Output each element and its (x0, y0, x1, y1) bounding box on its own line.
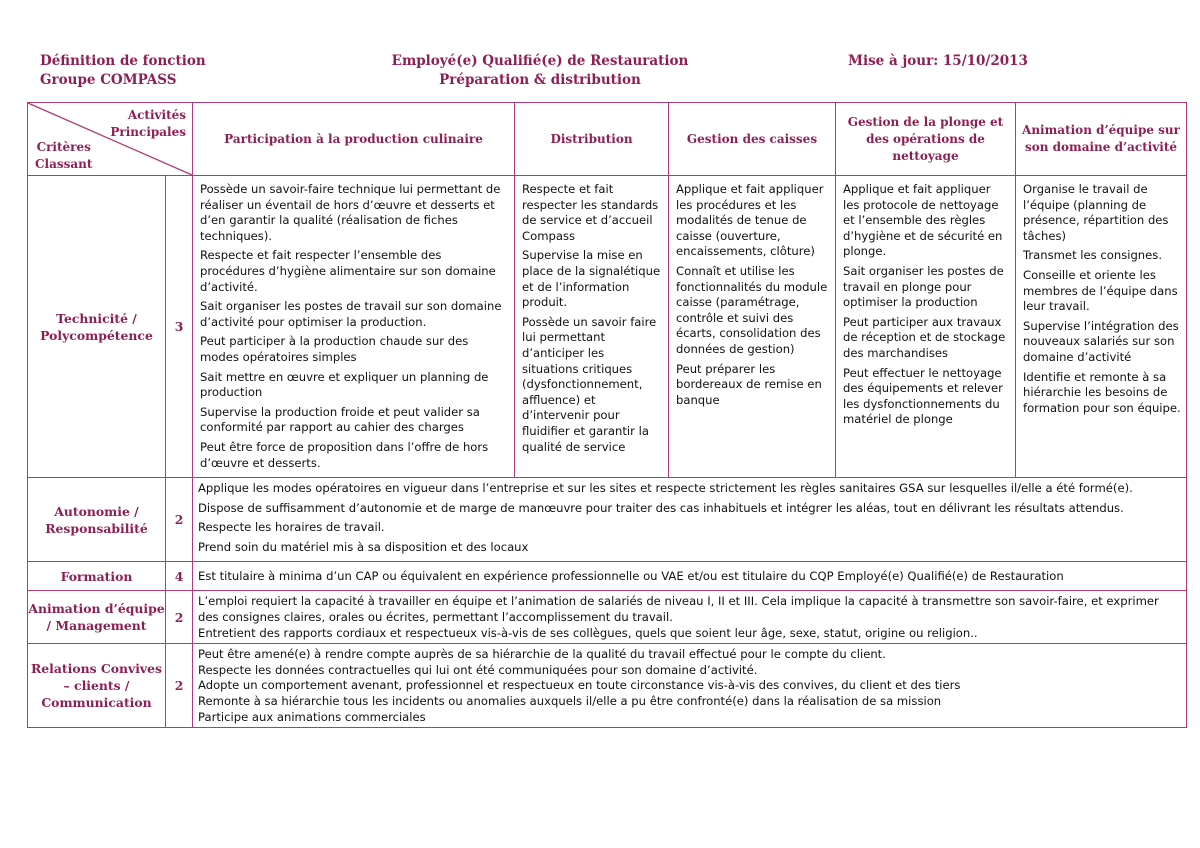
autonomie-row (28, 478, 1187, 562)
technicite-row (28, 176, 1187, 478)
activity-header: Animation d’équipe sur son domaine d’activité (1016, 103, 1187, 176)
cell-line: Participe aux animations commerciales (198, 709, 426, 724)
activity-header: Participation à la production culinaire (193, 103, 515, 176)
cell-line: Respecte et fait respecter l’ensemble des procédures d’hygiène alimentaire sur son domaine d’activité. (200, 248, 496, 294)
job-title (330, 52, 750, 90)
cell-line: Peut être amené(e) à rendre compte auprès de sa hiérarchie de la qualité du travail effectué pour le compte du client. (198, 647, 886, 662)
cell-line: Connaît et utilise les fonctionnalités du module caisse (paramétrage, contrôle et suivi des écarts, consolidation des données de gestion) (676, 263, 828, 356)
activity-cell (193, 176, 515, 478)
cell-line: Peut participer à la production chaude sur des modes opératoires simples (200, 334, 469, 364)
cell-line: Conseille et oriente les membres de l’équipe dans leur travail. (1023, 267, 1178, 314)
activity-cell (836, 176, 1016, 478)
cell-line: Supervise l’intégration des nouveaux salariés sur son domaine d’activité (1023, 318, 1179, 364)
cell-line: Sait organiser les postes de travail sur son domaine d’activité pour optimiser la production. (200, 299, 502, 329)
relations-row (28, 644, 1187, 728)
criterion-label: Autonomie / Responsabilité (28, 478, 166, 562)
cell-line: Peut préparer les bordereaux de remise en banque (676, 361, 822, 407)
criterion-description (193, 644, 1187, 728)
criterion-level: 2 (166, 644, 193, 728)
formation-row (28, 562, 1187, 591)
criterion-label: Animation d’équipe / Management (28, 591, 166, 644)
activity-header: Gestion de la plonge et des opérations de nettoyage (836, 103, 1016, 176)
cell-line: L’emploi requiert la capacité à travailler en équipe et l’animation de salariés de niveau I, II et III. Cela implique la capacité à transmettre son savoir-faire, et exprimer des consignes claires, orales ou écrites, permettant l’accomplissement du travail. (198, 594, 1159, 625)
cell-line: Supervise la production froide et peut valider sa conformité par rapport au cahier des charges (200, 404, 480, 435)
job-title-line1: Employé(e) Qualifié(e) de Restauration (391, 53, 689, 69)
cell-line: Supervise la mise en place de la signalétique et de l’information produit. (522, 248, 661, 310)
document-type-line1: Définition de fonction (40, 53, 206, 69)
cell-line: Peut effectuer le nettoyage des équipements et relever les dysfonctionnements du matériel de plonge (843, 365, 1003, 427)
cell-line: Remonte à sa hiérarchie tous les incidents ou anomalies auxquels il/elle a pu être confronté(e) dans la réalisation de sa mission (198, 694, 942, 709)
activity-cell (1016, 176, 1187, 478)
job-definition-table (27, 102, 1187, 728)
activity-header: Distribution (515, 103, 669, 176)
cell-line: Possède un savoir faire lui permettant d’anticiper les situations critiques (dysfonctionnement, affluence) et d’intervenir pour fluidifier et garantir la qualité de service (522, 314, 657, 454)
criterion-level: 2 (166, 591, 193, 644)
cell-line: Respecte les données contractuelles qui lui ont été communiquées pour son domaine d’activité. (198, 662, 758, 677)
cell-line: Entretient des rapports cordiaux et respectueux vis-à-vis de ses collègues, quels que soient leur âge, sexe, statut, origine ou religion.. (198, 625, 978, 640)
criterion-label: Technicité / Polycompétence (28, 176, 166, 478)
cell-line: Sait mettre en œuvre et expliquer un planning de production (200, 369, 489, 400)
corner-criteria-label: Critères Classant (35, 140, 93, 171)
criterion-level: 2 (166, 478, 193, 562)
cell-line: Dispose de suffisamment d’autonomie et de marge de manœuvre pour traiter des cas inhabituels et intégrer les aléas, tout en délivrant les résultats attendus. (198, 500, 1124, 515)
corner-cell (28, 103, 193, 176)
cell-line: Peut participer aux travaux de réception et de stockage des marchandises (843, 314, 1006, 360)
activity-cell (515, 176, 669, 478)
activities-header-row (28, 103, 1187, 176)
cell-line: Adopte un comportement avenant, professionnel et respectueux en toute circonstance vis-à-vis des convives, du client et des tiers (198, 678, 961, 693)
cell-line: Applique et fait appliquer les protocole de nettoyage et l’ensemble des règles d’hygiène et de sécurité en plonge. (843, 182, 1003, 259)
criterion-description (193, 591, 1187, 644)
criterion-label: Relations Convives – clients / Communication (28, 644, 166, 728)
cell-line: Respecte les horaires de travail. (198, 520, 385, 535)
cell-line: Respecte et fait respecter les standards de service et d’accueil Compass (522, 182, 659, 243)
cell-line: Organise le travail de l’équipe (planning de présence, répartition des tâches) (1023, 182, 1169, 243)
company-name: Groupe COMPASS (40, 72, 177, 88)
cell-line: Sait organiser les postes de travail en plonge pour optimiser la production (843, 263, 1004, 310)
activity-header: Gestion des caisses (669, 103, 836, 176)
animation-row (28, 591, 1187, 644)
cell-line: Prend soin du matériel mis à sa disposition et des locaux (198, 539, 529, 554)
criterion-level: 4 (166, 562, 193, 591)
corner-activities-label: Activités Principales (110, 108, 186, 139)
update-date: Mise à jour: 15/10/2013 (848, 53, 1028, 69)
cell-line: Est titulaire à minima d’un CAP ou équivalent en expérience professionnelle ou VAE et/ou est titulaire du CQP Employé(e) Qualifié(e) de Restauration (198, 569, 1064, 584)
cell-line: Transmet les consignes. (1023, 248, 1163, 263)
criterion-description (193, 562, 1187, 591)
criterion-label: Formation (28, 562, 166, 591)
activity-cell (669, 176, 836, 478)
cell-line: Peut être force de proposition dans l’offre de hors d’œuvre et desserts. (200, 439, 489, 470)
criterion-level: 3 (166, 176, 193, 478)
cell-line: Identifie et remonte à sa hiérarchie les besoins de formation pour son équipe. (1023, 369, 1181, 415)
cell-line: Applique et fait appliquer les procédures et les modalités de tenue de caisse (ouverture, encaissements, clôture) (676, 182, 824, 259)
criterion-description (193, 478, 1187, 562)
cell-line: Possède un savoir-faire technique lui permettant de réaliser un éventail de hors d’œuvre et desserts et d’en garantir la qualité (réalisation de fiches techniques). (200, 182, 501, 243)
job-title-line2: Préparation & distribution (439, 72, 641, 88)
document-type (40, 52, 206, 90)
cell-line: Applique les modes opératoires en vigueur dans l’entreprise et sur les sites et respecte strictement les règles sanitaires GSA sur lesquelles il/elle a été formé(e). (198, 481, 1133, 496)
